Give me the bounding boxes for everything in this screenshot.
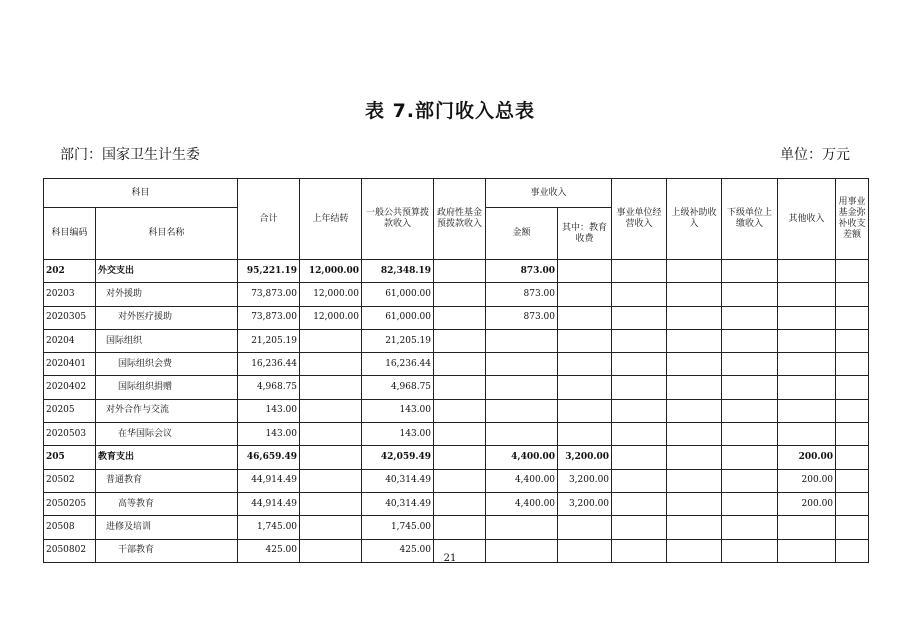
cell-fund [836,376,869,399]
cell-sub [722,353,778,376]
cell-edu [558,306,612,329]
department-label: 部门：国家卫生计生委 [60,147,200,163]
cell-oper [612,469,667,492]
cell-code: 2050205 [44,492,96,515]
cell-oper [612,306,667,329]
cell-carryover [300,492,362,515]
cell-name: 国际组织 [96,329,238,352]
cell-biz: 4,400.00 [486,446,558,469]
cell-carryover [300,376,362,399]
cell-general: 143.00 [362,399,434,422]
cell-sup [667,260,722,283]
cell-sup [667,399,722,422]
cell-fund [836,492,869,515]
cell-oper [612,260,667,283]
cell-code: 2020305 [44,306,96,329]
cell-code: 20204 [44,329,96,352]
cell-other [778,376,836,399]
cell-code: 205 [44,446,96,469]
cell-name: 对外援助 [96,283,238,306]
cell-general: 82,348.19 [362,260,434,283]
cell-other [778,353,836,376]
cell-general: 61,000.00 [362,306,434,329]
cell-biz: 4,400.00 [486,469,558,492]
cell-code: 20205 [44,399,96,422]
cell-edu [558,399,612,422]
table-row [44,516,869,539]
cell-fund [836,469,869,492]
unit-label: 单位：万元 [780,147,850,163]
cell-total: 1,745.00 [238,516,300,539]
cell-sup [667,423,722,446]
cell-carryover [300,353,362,376]
cell-biz [486,353,558,376]
cell-code: 20502 [44,469,96,492]
table-row [44,283,869,306]
cell-carryover [300,469,362,492]
cell-carryover [300,329,362,352]
cell-carryover [300,423,362,446]
cell-name: 国际组织捐赠 [96,376,238,399]
cell-carryover: 12,000.00 [300,306,362,329]
cell-fund [836,260,869,283]
cell-gov [434,516,486,539]
cell-other [778,399,836,422]
cell-edu: 3,200.00 [558,492,612,515]
cell-other: 200.00 [778,469,836,492]
cell-name: 进修及培训 [96,516,238,539]
cell-total: 143.00 [238,423,300,446]
cell-general: 42,059.49 [362,446,434,469]
table-row [44,353,869,376]
cell-general: 1,745.00 [362,516,434,539]
table-row [44,492,869,515]
cell-fund [836,329,869,352]
cell-other [778,283,836,306]
cell-oper [612,329,667,352]
cell-gov [434,469,486,492]
cell-gov [434,446,486,469]
cell-carryover: 12,000.00 [300,283,362,306]
cell-biz: 4,400.00 [486,492,558,515]
cell-general: 21,205.19 [362,329,434,352]
cell-other: 200.00 [778,446,836,469]
cell-edu [558,423,612,446]
cell-carryover [300,516,362,539]
cell-fund [836,283,869,306]
cell-name: 在华国际会议 [96,423,238,446]
cell-total: 44,914.49 [238,469,300,492]
cell-sup [667,376,722,399]
cell-edu [558,260,612,283]
cell-other [778,329,836,352]
cell-oper [612,399,667,422]
table-row [44,329,869,352]
cell-code: 20508 [44,516,96,539]
cell-edu [558,376,612,399]
cell-name: 对外合作与交流 [96,399,238,422]
cell-code: 2020401 [44,353,96,376]
cell-code: 202 [44,260,96,283]
cell-sub [722,492,778,515]
header-operating: 事业单位经营收入 [612,179,667,260]
header-other: 其他收入 [778,179,836,260]
cell-other: 200.00 [778,492,836,515]
cell-other [778,516,836,539]
cell-sub [722,516,778,539]
cell-code: 2020402 [44,376,96,399]
table-row [44,260,869,283]
page-title: 表 7.部门收入总表 [364,100,536,122]
cell-oper [612,423,667,446]
cell-oper [612,446,667,469]
table-row [44,446,869,469]
cell-edu [558,283,612,306]
cell-oper [612,516,667,539]
page-number: 21 [443,553,457,564]
cell-total: 4,968.75 [238,376,300,399]
cell-biz [486,423,558,446]
cell-oper [612,376,667,399]
header-subject-code: 科目编码 [44,208,96,260]
cell-code: 2020503 [44,423,96,446]
cell-sub [722,283,778,306]
cell-sup [667,306,722,329]
cell-name: 普通教育 [96,469,238,492]
cell-general: 16,236.44 [362,353,434,376]
cell-total: 44,914.49 [238,492,300,515]
cell-carryover: 12,000.00 [300,260,362,283]
header-gov-fund: 政府性基金预拨款收入 [434,179,486,260]
cell-total: 73,873.00 [238,283,300,306]
income-table [43,178,869,563]
cell-sup [667,446,722,469]
cell-total: 73,873.00 [238,306,300,329]
cell-sup [667,283,722,306]
cell-edu [558,353,612,376]
header-superior-subsidy: 上级补助收入 [667,179,722,260]
cell-code: 2050802 [44,539,96,562]
cell-general: 143.00 [362,423,434,446]
table-row [44,423,869,446]
cell-carryover [300,446,362,469]
cell-fund [836,423,869,446]
cell-sub [722,423,778,446]
cell-name: 教育支出 [96,446,238,469]
cell-biz [486,376,558,399]
cell-code: 20203 [44,283,96,306]
cell-gov [434,353,486,376]
cell-biz: 873.00 [486,260,558,283]
cell-general: 4,968.75 [362,376,434,399]
cell-biz [486,329,558,352]
header-subordinate-remit: 下级单位上缴收入 [722,179,778,260]
table-row [44,469,869,492]
cell-general: 40,314.49 [362,492,434,515]
cell-sub [722,329,778,352]
header-business-income: 事业收入 [486,179,612,208]
cell-name: 国际组织会费 [96,353,238,376]
cell-oper [612,283,667,306]
header-general-budget: 一般公共预算拨款收入 [362,179,434,260]
table-row [44,306,869,329]
cell-gov [434,306,486,329]
cell-oper [612,492,667,515]
cell-total: 21,205.19 [238,329,300,352]
cell-sub [722,260,778,283]
table-row [44,399,869,422]
cell-fund [836,516,869,539]
cell-name: 干部教育 [96,539,238,562]
cell-biz [486,399,558,422]
cell-sub [722,399,778,422]
cell-other [778,423,836,446]
cell-sup [667,329,722,352]
cell-sup [667,492,722,515]
cell-total: 143.00 [238,399,300,422]
cell-general: 40,314.49 [362,469,434,492]
cell-total: 46,659.49 [238,446,300,469]
cell-fund [836,399,869,422]
cell-oper [612,353,667,376]
cell-total: 16,236.44 [238,353,300,376]
cell-sub [722,469,778,492]
cell-edu: 3,200.00 [558,469,612,492]
header-total: 合计 [238,179,300,260]
table-row [44,376,869,399]
cell-gov [434,423,486,446]
cell-gov [434,399,486,422]
cell-carryover [300,399,362,422]
cell-gov [434,376,486,399]
header-amount: 金额 [486,208,558,260]
cell-sub [722,376,778,399]
cell-fund [836,353,869,376]
cell-general: 425.00 [362,539,434,562]
header-fund-balance: 用事业基金弥补收支差额 [836,179,869,260]
header-of-which-edu: 其中：教育收费 [558,208,612,260]
cell-biz: 873.00 [486,306,558,329]
cell-edu [558,516,612,539]
cell-fund [836,306,869,329]
header-carryover: 上年结转 [300,179,362,260]
cell-sub [722,446,778,469]
cell-gov [434,283,486,306]
cell-gov [434,492,486,515]
cell-general: 61,000.00 [362,283,434,306]
cell-total: 425.00 [238,539,300,562]
cell-fund [836,446,869,469]
cell-biz: 873.00 [486,283,558,306]
cell-name: 外交支出 [96,260,238,283]
header-subject: 科目 [44,179,238,208]
cell-sup [667,516,722,539]
cell-other [778,306,836,329]
cell-name: 高等教育 [96,492,238,515]
cell-gov [434,329,486,352]
cell-gov [434,260,486,283]
cell-sub [722,306,778,329]
cell-sup [667,353,722,376]
cell-sup [667,469,722,492]
header-subject-name: 科目名称 [96,208,238,260]
cell-name: 对外医疗援助 [96,306,238,329]
cell-edu: 3,200.00 [558,446,612,469]
cell-total: 95,221.19 [238,260,300,283]
cell-other [778,260,836,283]
cell-biz [486,516,558,539]
cell-edu [558,329,612,352]
